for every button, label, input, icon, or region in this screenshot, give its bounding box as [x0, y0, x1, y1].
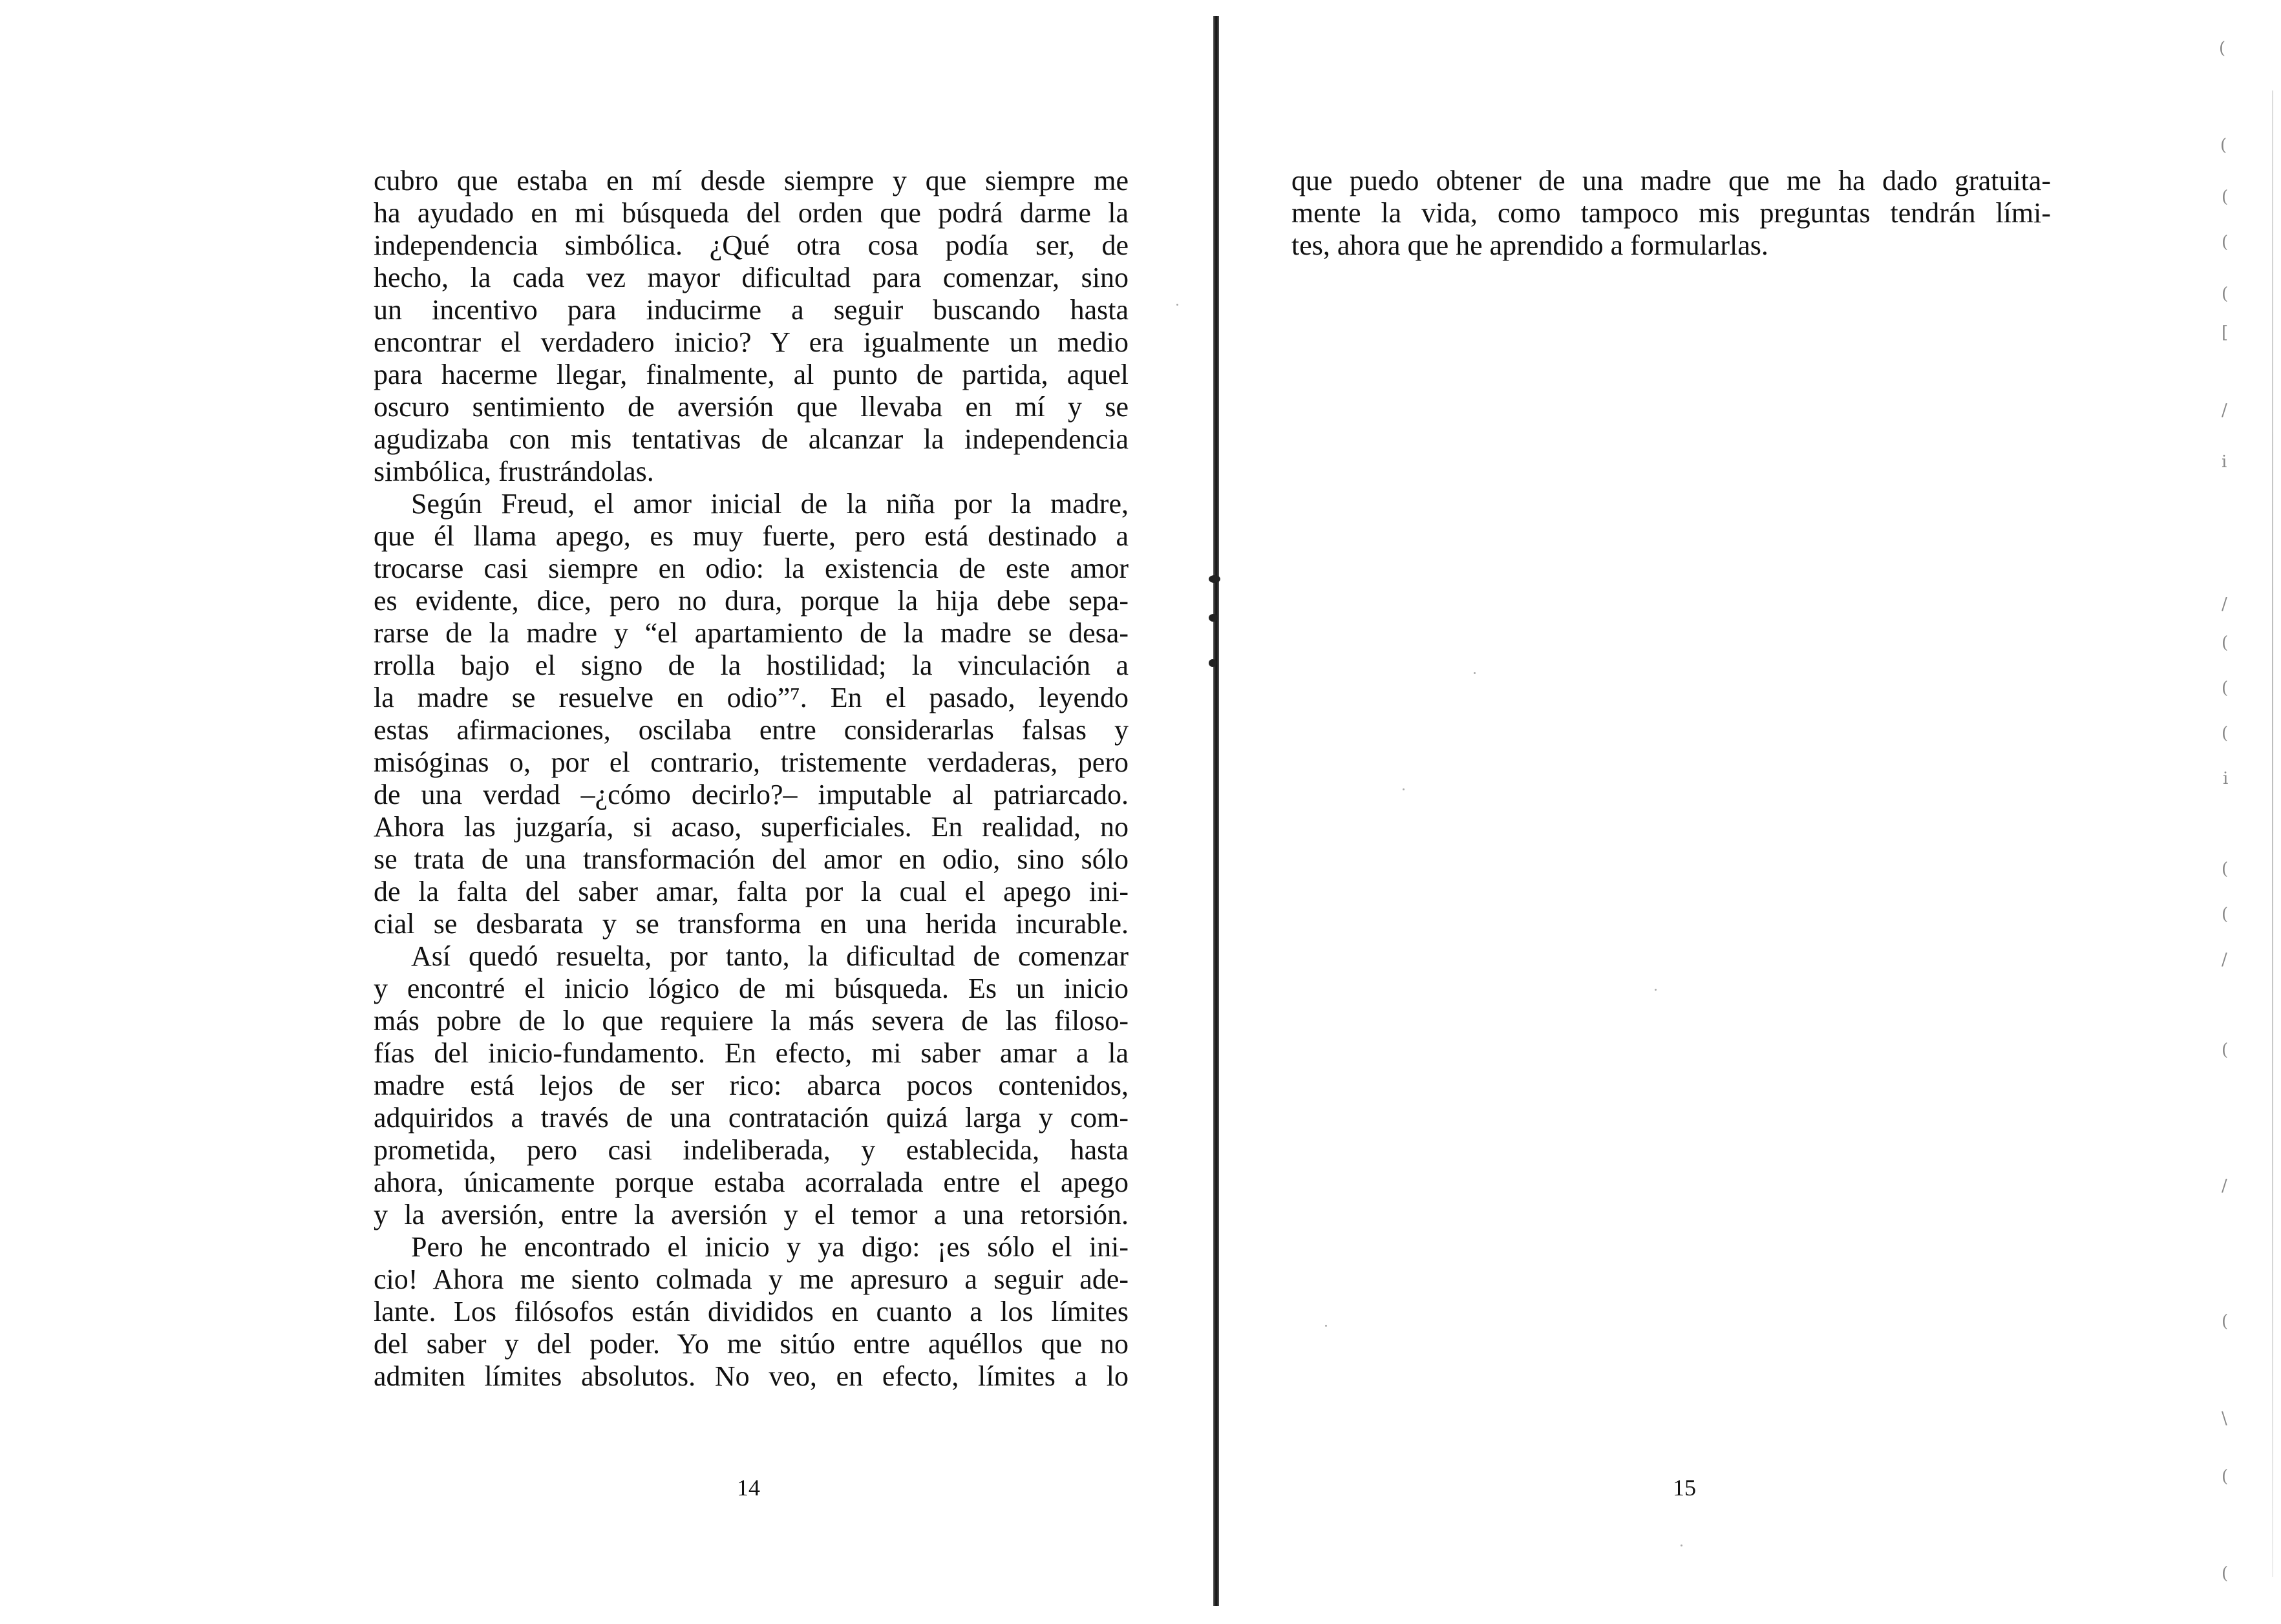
edge-mark: ( — [2222, 905, 2229, 924]
text-line: cial se desbarata y se transforma en una herida incurable. — [374, 908, 1129, 940]
text-line: ha ayudado en mi búsqueda del orden que podrá darme la — [374, 197, 1129, 229]
text-line: es evidente, dice, pero no dura, porque la hija debe sepa- — [374, 585, 1129, 617]
text-line: cio! Ahora me siento colmada y me apresuro a seguir ade- — [374, 1263, 1129, 1295]
edge-mark: / — [2222, 401, 2227, 420]
edge-mark: ( — [2222, 1564, 2229, 1583]
edge-mark: ( — [2222, 724, 2229, 743]
text-line: que él llama apego, es muy fuerte, pero está destinado a — [374, 520, 1129, 552]
text-line: tes, ahora que he aprendido a formularlas. — [1291, 229, 1768, 261]
text-line: se trata de una transformación del amor en odio, sino sólo — [374, 843, 1129, 875]
edge-mark: [ — [2222, 323, 2229, 343]
gutter-speck — [1209, 575, 1220, 583]
edge-mark: ( — [2222, 187, 2229, 207]
text-line: un incentivo para inducirme a seguir buscando hasta — [374, 294, 1129, 326]
edge-mark: i — [2223, 769, 2229, 788]
scan-speck — [1403, 788, 1405, 790]
text-line: lante. Los filósofos están divididos en cuanto a los límites — [374, 1296, 1129, 1327]
text-line: encontrar el verdadero inicio? Y era igualmente un medio — [374, 326, 1129, 358]
scan-speck — [1655, 989, 1657, 991]
text-line: y la aversión, entre la aversión y el temor a una retorsión. — [374, 1199, 1129, 1230]
page-edge-line — [2272, 90, 2273, 1577]
edge-mark: ( — [2222, 633, 2229, 653]
page-number-right: 15 — [1673, 1475, 1696, 1501]
text-line: adquiridos a través de una contratación quizá larga y com- — [374, 1102, 1129, 1134]
text-line: rarse de la madre y “el apartamiento de la madre se desa- — [374, 617, 1129, 649]
edge-mark: i — [2222, 452, 2227, 472]
edge-mark: / — [2222, 950, 2227, 969]
text-line: admiten límites absolutos. No veo, en efecto, límites a lo — [374, 1360, 1129, 1392]
left-page-text — [374, 165, 1129, 1393]
book-gutter — [1213, 16, 1219, 1606]
scan-speck — [1681, 1545, 1682, 1546]
edge-mark: ( — [2220, 136, 2227, 155]
gutter-speck — [1209, 659, 1216, 667]
text-line: rrolla bajo el signo de la hostilidad; la vinculación a — [374, 649, 1129, 681]
scan-speck — [1176, 304, 1178, 306]
text-line: fías del inicio-fundamento. En efecto, mi saber amar a la — [374, 1037, 1129, 1069]
text-line: ahora, únicamente porque estaba acorralada entre el apego — [374, 1166, 1129, 1198]
edge-mark: ( — [2222, 233, 2229, 252]
text-line: Así quedó resuelta, por tanto, la dificultad de comenzar — [411, 940, 1129, 972]
page-number-left: 14 — [737, 1475, 760, 1501]
text-line: prometida, pero casi indeliberada, y establecida, hasta — [374, 1134, 1129, 1166]
right-page-text — [1291, 165, 2051, 262]
edge-mark: / — [2222, 595, 2227, 614]
text-line: la madre se resuelve en odio”⁷. En el pasado, leyendo — [374, 682, 1129, 713]
text-line: y encontré el inicio lógico de mi búsqueda. Es un inicio — [374, 973, 1129, 1004]
text-line: agudizaba con mis tentativas de alcanzar la independencia — [374, 423, 1129, 455]
gutter-speck — [1209, 614, 1218, 622]
edge-mark: / — [2222, 1176, 2227, 1196]
text-line: que puedo obtener de una madre que me ha dado gratuita- — [1291, 165, 2051, 196]
text-line: estas afirmaciones, oscilaba entre considerarlas falsas y — [374, 714, 1129, 746]
edge-mark: ( — [2222, 1040, 2229, 1060]
text-line: cubro que estaba en mí desde siempre y que siempre me — [374, 165, 1129, 196]
page-edge-marks — [2214, 26, 2278, 1603]
edge-mark: \ — [2222, 1409, 2227, 1428]
text-line: para hacerme llegar, finalmente, al punto de partida, aquel — [374, 359, 1129, 390]
text-line: más pobre de lo que requiere la más severa de las filoso- — [374, 1005, 1129, 1037]
text-line: Según Freud, el amor inicial de la niña por la madre, — [411, 488, 1129, 520]
text-line: oscuro sentimiento de aversión que llevaba en mí y se — [374, 391, 1129, 423]
edge-mark: ( — [2222, 284, 2229, 304]
edge-mark: ( — [2222, 1312, 2229, 1331]
text-line: del saber y del poder. Yo me sitúo entre aquéllos que no — [374, 1328, 1129, 1360]
scan-speck — [1325, 1325, 1327, 1327]
text-line: trocarse casi siempre en odio: la existencia de este amor — [374, 553, 1129, 584]
text-line: madre está lejos de ser rico: abarca pocos contenidos, — [374, 1070, 1129, 1101]
edge-mark: ( — [2222, 859, 2229, 879]
text-line: de la falta del saber amar, falta por la cual el apego ini- — [374, 876, 1129, 907]
text-line: simbólica, frustrándolas. — [374, 456, 654, 487]
text-line: de una verdad –¿cómo decirlo?– imputable al patriarcado. — [374, 779, 1129, 810]
text-line: Pero he encontrado el inicio y ya digo: ¡es sólo el ini- — [411, 1231, 1129, 1263]
text-line: independencia simbólica. ¿Qué otra cosa podía ser, de — [374, 229, 1129, 261]
text-line: misóginas o, por el contrario, tristemente verdaderas, pero — [374, 746, 1129, 778]
text-line: Ahora las juzgaría, si acaso, superficiales. En realidad, no — [374, 811, 1129, 843]
edge-mark: ( — [2222, 1467, 2229, 1486]
edge-mark: ( — [2219, 39, 2226, 58]
edge-mark: ( — [2222, 679, 2229, 698]
text-line: hecho, la cada vez mayor dificultad para comenzar, sino — [374, 262, 1129, 293]
scan-speck — [1474, 672, 1476, 674]
text-line: mente la vida, como tampoco mis preguntas tendrán lími- — [1291, 197, 2051, 229]
